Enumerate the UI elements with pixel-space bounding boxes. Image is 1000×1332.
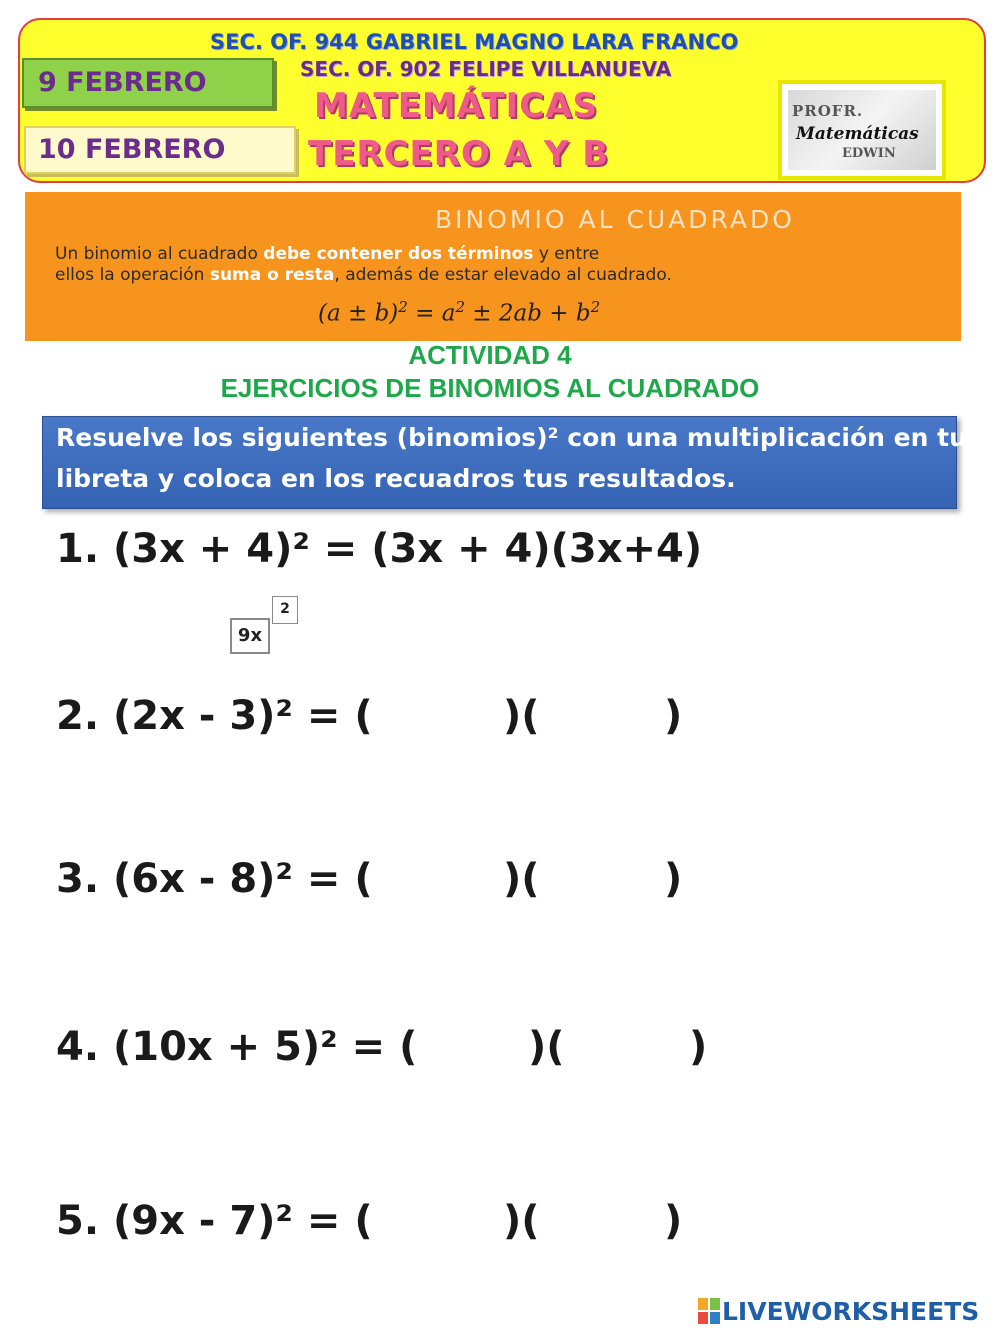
logo-square: [710, 1298, 720, 1310]
exercise-4: 4. (10x + 5)² = (: [56, 1024, 418, 1070]
answer-box-ex1-exponent[interactable]: 2: [272, 596, 298, 624]
def-text: y entre: [533, 244, 600, 264]
logo-text-2: Matemáticas: [796, 124, 919, 144]
school-name-1: SEC. OF. 944 GABRIEL MAGNO LARA FRANCO: [210, 30, 739, 54]
formula-part: (a ± b): [318, 300, 399, 327]
answer-box-ex1-term[interactable]: 9x: [230, 618, 270, 654]
def-highlight: debe contener dos términos: [263, 244, 534, 264]
logo-square: [698, 1298, 708, 1310]
exercise-2: 2. (2x - 3)² = (: [56, 693, 373, 739]
date-badge-2: 10 FEBRERO: [24, 126, 296, 174]
paren-middle: )(: [503, 856, 540, 902]
formula-part: = a: [407, 300, 456, 327]
paren-middle: )(: [503, 693, 540, 739]
formula-exponent: 2: [398, 298, 408, 316]
definition-title: BINOMIO AL CUADRADO: [435, 205, 795, 234]
activity-title: ACTIVIDAD 4: [408, 340, 572, 370]
def-text: Un binomio al cuadrado: [55, 244, 264, 264]
teacher-logo: [778, 80, 946, 180]
paren-end: ): [664, 856, 683, 902]
exercise-3: 3. (6x - 8)² = (: [56, 856, 373, 902]
def-highlight: suma o resta: [209, 265, 335, 285]
exercise-1: 1. (3x + 4)² = (3x + 4)(3x+4): [56, 526, 703, 572]
brand-name: LIVEWORKSHEETS: [722, 1296, 980, 1326]
binomial-formula: [318, 298, 600, 327]
instructions-line-2: libreta y coloca en los recuadros tus resultados.: [56, 464, 736, 493]
formula-part: ± 2ab + b: [464, 300, 591, 327]
activity-subtitle: EJERCICIOS DE BINOMIOS AL CUADRADO: [220, 373, 760, 403]
logo-text-3: EDWIN: [842, 146, 896, 161]
formula-exponent: 2: [455, 298, 465, 316]
school-name-2: SEC. OF. 902 FELIPE VILLANUEVA: [300, 57, 672, 81]
def-text: , además de estar elevado al cuadrado.: [334, 265, 672, 285]
logo-text-1: PROFR.: [792, 102, 864, 120]
instructions-line-1: Resuelve los siguientes (binomios)² con una multiplicación en tu: [56, 423, 967, 452]
paren-end: ): [664, 1198, 683, 1244]
definition-line-2: [55, 265, 672, 285]
exercise-5: 5. (9x - 7)² = (: [56, 1198, 373, 1244]
liveworksheets-brand[interactable]: [698, 1296, 979, 1326]
def-text: ellos la operación: [55, 265, 210, 285]
subject-title: MATEMÁTICAS: [314, 86, 599, 126]
formula-exponent: 2: [590, 298, 601, 316]
logo-square: [698, 1312, 708, 1324]
paren-end: ): [689, 1024, 708, 1070]
definition-line-1: [55, 244, 599, 264]
paren-end: ): [664, 693, 683, 739]
liveworksheets-logo-icon: [698, 1298, 720, 1324]
paren-middle: )(: [503, 1198, 540, 1244]
logo-square: [710, 1312, 720, 1324]
date-badge-1: 9 FEBRERO: [22, 58, 274, 108]
group-title: TERCERO A Y B: [308, 134, 610, 174]
paren-middle: )(: [528, 1024, 565, 1070]
